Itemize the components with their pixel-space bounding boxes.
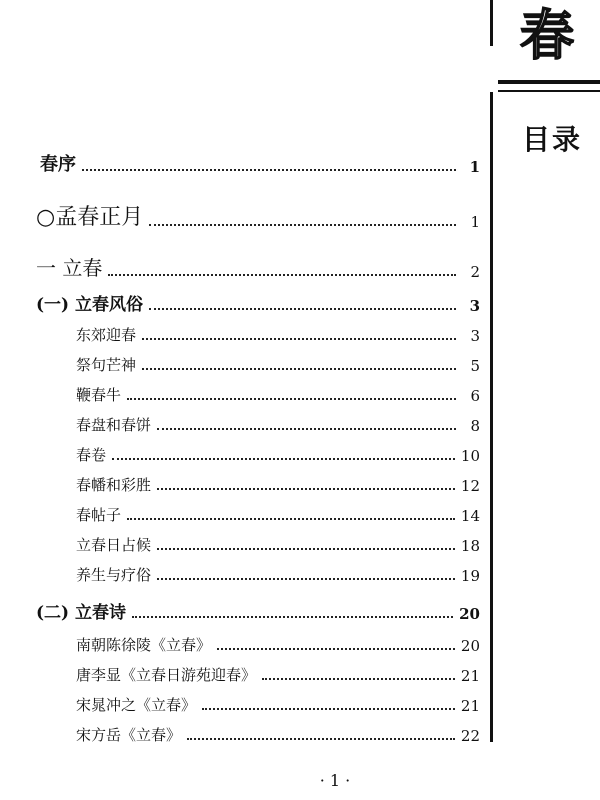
toc-leader-dots <box>142 338 456 340</box>
vertical-rule-top <box>490 0 493 46</box>
section-title: 目录 <box>522 123 583 156</box>
toc-entry-label: 鞭春牛 <box>76 386 122 404</box>
toc-entry <box>76 504 480 525</box>
toc-entry-label: 一 立春 <box>36 256 103 280</box>
toc-entry <box>76 474 480 495</box>
toc-entry-page: 18 <box>460 537 480 555</box>
toc-entry-label: 南朝陈徐陵《立春》 <box>76 636 212 654</box>
toc-entry-page: 5 <box>470 357 480 375</box>
vertical-rule <box>490 92 493 742</box>
toc-entry-page: 20 <box>459 605 480 623</box>
toc-entry <box>76 664 480 685</box>
toc-entry-page: 22 <box>460 727 480 745</box>
toc-entry-page: 3 <box>470 327 480 345</box>
toc-entry-page: 12 <box>460 477 480 495</box>
toc-leader-dots <box>142 368 456 370</box>
toc-entry <box>76 534 480 555</box>
toc-leader-dots <box>262 678 455 680</box>
toc-entry-page: 10 <box>460 447 480 465</box>
toc-leader-dots <box>217 648 455 650</box>
toc-entry-label: 春盘和春饼 <box>76 416 152 434</box>
toc-entry <box>76 324 480 345</box>
toc-entry-label: (一) 立春风俗 <box>36 295 144 315</box>
toc-entry-label: 春卷 <box>76 446 107 464</box>
toc-entry-page: 21 <box>460 697 480 715</box>
toc-leader-dots <box>82 169 456 171</box>
toc-leader-dots <box>157 488 455 490</box>
toc-entry-label: 春序 <box>40 154 76 175</box>
toc-entry <box>40 150 480 176</box>
toc-leader-dots <box>157 578 455 580</box>
toc-leader-dots <box>157 548 455 550</box>
toc-entry-page: 8 <box>470 417 480 435</box>
toc-entry <box>76 414 480 435</box>
toc-entry <box>36 290 480 315</box>
toc-leader-dots <box>149 224 456 226</box>
toc-leader-dots <box>157 428 456 430</box>
toc-entry <box>36 200 480 231</box>
header-rule-thin <box>498 90 600 92</box>
toc-entry <box>76 694 480 715</box>
toc-leader-dots <box>187 738 455 740</box>
toc-entry-label: 立春日占候 <box>76 536 152 554</box>
toc-entry-page: 21 <box>460 667 480 685</box>
toc-leader-dots <box>202 708 455 710</box>
toc-leader-dots <box>112 458 455 460</box>
toc-entry-label: 祭句芒神 <box>76 356 137 374</box>
toc-leader-dots <box>127 518 455 520</box>
toc-leader-dots <box>127 398 456 400</box>
toc-entry-label: 唐李显《立春日游苑迎春》 <box>76 666 257 684</box>
toc-entry-page: 3 <box>469 297 480 315</box>
header-glyph: 春 <box>520 3 574 67</box>
header-rule-thick <box>498 80 600 84</box>
toc-entry <box>76 724 480 745</box>
toc-leader-dots <box>132 616 453 618</box>
toc-leader-dots <box>149 308 456 310</box>
toc-entry-page: 1 <box>469 158 480 176</box>
toc-entry <box>76 384 480 405</box>
toc-entry-label: ○孟春正月 <box>36 205 144 230</box>
page-number: · 1 · <box>319 771 351 790</box>
toc-entry-page: 14 <box>460 507 480 525</box>
toc-entry-label: 东郊迎春 <box>76 326 137 344</box>
toc-entry-page: 1 <box>470 213 480 231</box>
toc-entry-label: 春帖子 <box>76 506 122 524</box>
toc-entry <box>36 598 480 623</box>
toc-entry <box>76 634 480 655</box>
toc-entry-page: 6 <box>470 387 480 405</box>
toc-entry-label: (二) 立春诗 <box>36 603 127 623</box>
toc-entry-label: 春幡和彩胜 <box>76 476 152 494</box>
toc-entry <box>76 354 480 375</box>
toc-entry-page: 2 <box>470 263 480 281</box>
toc-entry-page: 19 <box>460 567 480 585</box>
toc-entry-label: 养生与疗俗 <box>76 566 152 584</box>
toc-entry-label: 宋晁冲之《立春》 <box>76 696 197 714</box>
toc-entry <box>76 564 480 585</box>
toc-entry <box>36 252 480 281</box>
toc-leader-dots <box>108 274 456 276</box>
toc-entry <box>76 444 480 465</box>
toc-entry-page: 20 <box>460 637 480 655</box>
toc-entry-label: 宋方岳《立春》 <box>76 726 182 744</box>
